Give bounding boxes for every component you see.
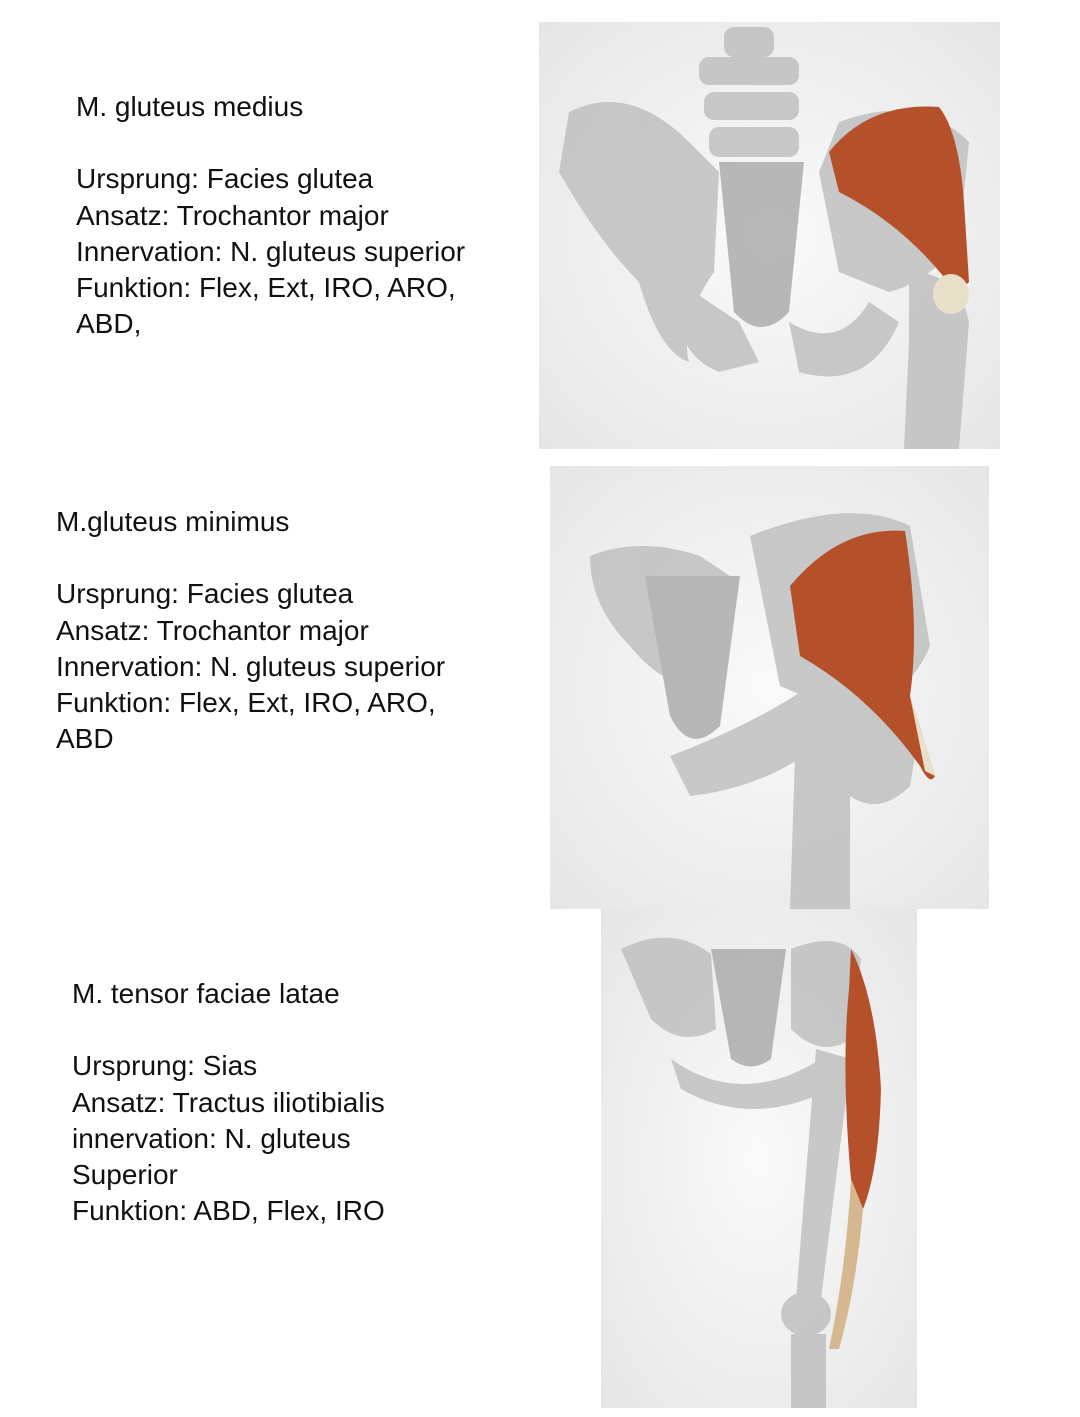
section-title: M. gluteus medius bbox=[76, 91, 304, 122]
innervation-text: Innervation: N. gluteus superior bbox=[76, 235, 466, 267]
function-text-cont: ABD, bbox=[76, 308, 142, 340]
innervation-text-cont: Superior bbox=[72, 1159, 178, 1191]
section-gluteus-minimus bbox=[56, 504, 445, 758]
origin-text: Ursprung: Sias bbox=[72, 1050, 258, 1082]
origin-text: Ursprung: Facies glutea bbox=[56, 578, 354, 610]
function-text: Funktion: Flex, Ext, IRO, ARO, bbox=[76, 272, 456, 304]
gluteus-minimus-illustration bbox=[550, 466, 989, 909]
innervation-text: Innervation: N. gluteus superior bbox=[56, 650, 446, 682]
section-tensor-fasciae-latae bbox=[72, 976, 385, 1230]
gluteus-medius-illustration bbox=[539, 22, 1000, 449]
insertion-text: Ansatz: Trochantor major bbox=[56, 614, 369, 646]
innervation-text: innervation: N. gluteus bbox=[72, 1122, 351, 1154]
function-text: Funktion: Flex, Ext, IRO, ARO, bbox=[56, 687, 436, 719]
function-text-cont: ABD bbox=[56, 723, 114, 755]
section-gluteus-medius bbox=[76, 89, 465, 343]
tensor-fasciae-latae-illustration bbox=[601, 909, 917, 1408]
function-text: Funktion: ABD, Flex, IRO bbox=[72, 1195, 385, 1227]
section-title: M. tensor faciae latae bbox=[72, 978, 340, 1009]
insertion-text: Ansatz: Tractus iliotibialis bbox=[72, 1086, 385, 1118]
section-title: M.gluteus minimus bbox=[56, 506, 290, 537]
origin-text: Ursprung: Facies glutea bbox=[76, 163, 374, 195]
insertion-text: Ansatz: Trochantor major bbox=[76, 199, 389, 231]
